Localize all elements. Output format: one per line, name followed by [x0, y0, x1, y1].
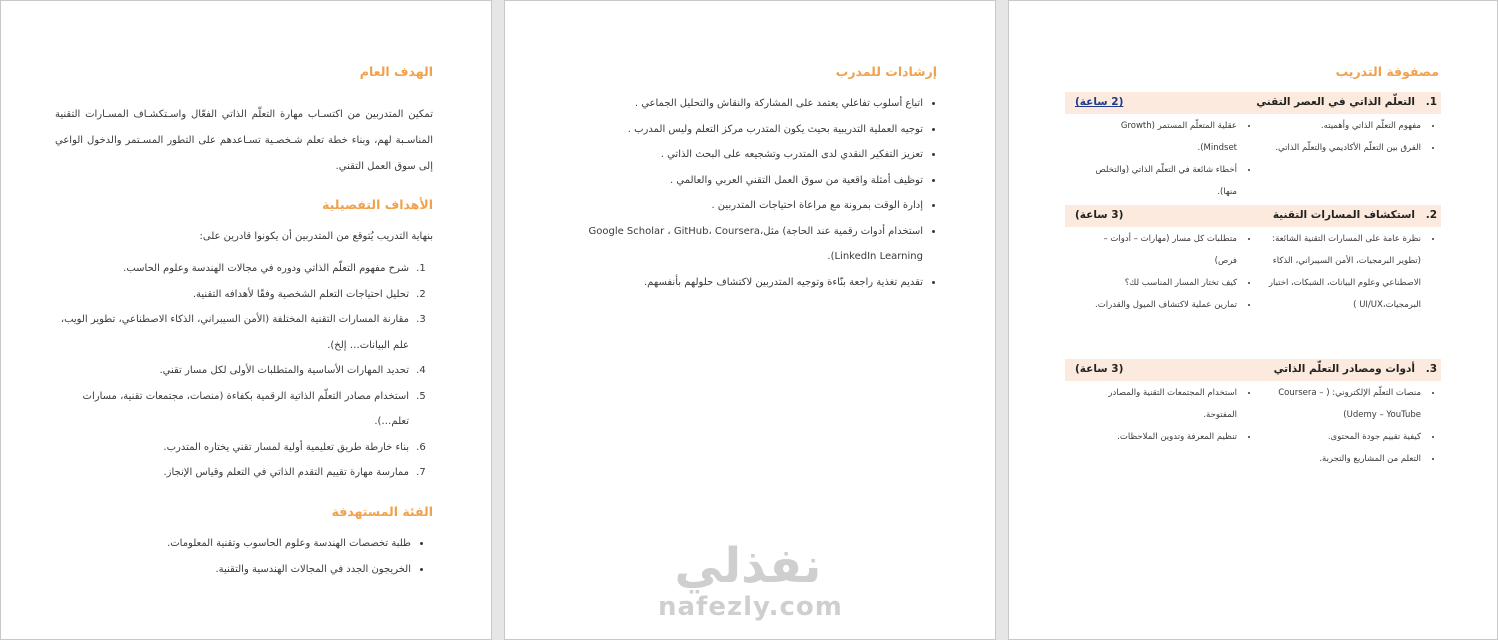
list-item: • كيف تختار المسار المناسب لك؟	[1085, 272, 1239, 294]
training-matrix-heading: مصفوفة التدريب	[1335, 64, 1439, 79]
detailed-goals-intro: بنهاية التدريب يُتوقع من المتدربين أن يكونوا قادرين على:	[199, 231, 433, 242]
matrix-module-2-col-b	[1085, 228, 1257, 316]
trainer-guidelines-heading: إرشادات للمدرب	[835, 64, 937, 79]
list-item: 2. تحليل احتياجات التعلم الشخصية وفقًا لأهدافه التقنية.	[55, 282, 413, 308]
list-item: • منصات التعلّم الإلكتروني: ( Coursera – Udemy – YouTube)	[1263, 382, 1423, 426]
list-item: • الفرق بين التعلّم الأكاديمي والتعلّم الذاتي.	[1263, 137, 1423, 159]
list-item: • استخدام المجتمعات التقنية والمصادر المفتوحة.	[1085, 382, 1239, 426]
matrix-module-3-col-a	[1263, 382, 1441, 470]
general-goal-text: تمكين المتدربين من اكتسـاب مهارة التعلّم الذاتي الفعّال واسـتكشـاف المسـارات التقنية المناسـبة لهم، وبناء خطة تعلم شـخصـية تسـاعدهم على التطور المسـتمر والدخول الواعي إلى سوق العمل التقني.	[55, 109, 433, 172]
list-item: • تمارين عملية لاكتشاف الميول والقدرات.	[1085, 294, 1239, 316]
list-item: 3. مقارنة المسارات التقنية المختلفة (الأمن السيبراني، الذكاء الاصطناعي، تطوير الويب، علم البيانات… إلخ).	[55, 307, 413, 358]
list-item: • الخريجون الجدد في المجالات الهندسية والتقنية.	[53, 557, 411, 583]
detailed-goals-list	[55, 256, 433, 486]
module-hours: (3 ساعة)	[1075, 209, 1124, 221]
list-item: • استخدام أدوات رقمية عند الحاجة) مثلGoogle Scholar ، GitHub، Coursera، LinkedIn Learning).	[575, 219, 923, 270]
list-item: 1. شرح مفهوم التعلّم الذاتي ودوره في مجالات الهندسة وعلوم الحاسب.	[55, 256, 413, 282]
matrix-module-1-col-a	[1263, 115, 1441, 159]
list-item: • اتباع أسلوب تفاعلي يعتمد على المشاركة والنقاش والتحليل الجماعي .	[575, 91, 923, 117]
module-number: 1.	[1425, 96, 1437, 108]
list-item: • متطلبات كل مسار (مهارات – أدوات – فرص)	[1085, 228, 1239, 272]
trainer-guidelines-list	[575, 91, 945, 295]
list-item: 7. ممارسة مهارة تقييم التقدم الذاتي في التعلم وقياس الإنجاز.	[55, 460, 413, 486]
target-group-list	[53, 531, 433, 582]
list-item: • توجيه العملية التدريبية بحيث يكون المتدرب مركز التعلم وليس المدرب .	[575, 117, 923, 143]
watermark-logo	[658, 538, 843, 622]
list-item: • عقلية المتعلّم المستمر (Growth Mindset).	[1085, 115, 1239, 159]
module-hours: (3 ساعة)	[1075, 363, 1124, 375]
general-goal-heading: الهدف العام	[359, 64, 433, 79]
matrix-module-2-header	[1065, 205, 1441, 227]
list-item: • التعلم من المشاريع والتجربة.	[1263, 448, 1423, 470]
module-title: استكشاف المسارات التقنية	[1272, 209, 1415, 221]
matrix-module-1-header	[1065, 92, 1441, 114]
list-item: • نظرة عامة على المسارات التقنية الشائعة: (تطوير البرمجيات، الأمن السيبراني، الذكاء الاصطناعي وعلوم البيانات، الشبكات، اختبار البرمجيات،UI/UX )	[1263, 228, 1423, 316]
document-page-left	[0, 0, 492, 640]
list-item: 6. بناء خارطة طريق تعليمية أولية لمسار تقني يختاره المتدرب.	[55, 435, 413, 461]
list-item: • تنظيم المعرفة وتدوين الملاحظات.	[1085, 426, 1239, 448]
list-item: • كيفية تقييم جودة المحتوى.	[1263, 426, 1423, 448]
matrix-module-2-col-a	[1263, 228, 1441, 316]
list-item: 4. تحديد المهارات الأساسية والمتطلبات الأولى لكل مسار تقني.	[55, 358, 413, 384]
list-item: • أخطاء شائعة في التعلّم الذاتي (والتخلص منها).	[1085, 159, 1239, 203]
detailed-goals-heading: الأهداف التفصيلية	[322, 197, 433, 212]
matrix-module-3-header	[1065, 359, 1441, 381]
list-item: • تقديم تغذية راجعة بنّاءة وتوجيه المتدربين لاكتشاف حلولهم بأنفسهم.	[575, 270, 923, 296]
module-title: التعلّم الذاتي في العصر التقني	[1256, 96, 1415, 108]
document-page-right	[1008, 0, 1498, 640]
module-hours: (2 ساعة)	[1075, 96, 1124, 108]
list-item: 5. استخدام مصادر التعلّم الذاتية الرقمية بكفاءة (منصات، مجتمعات تقنية، مسارات تعلم…).	[55, 384, 413, 435]
module-title: أدوات ومصادر التعلّم الذاتي	[1273, 363, 1415, 375]
watermark-arabic-text: نفذلي	[674, 538, 822, 594]
watermark-url-text: nafezly.com	[658, 592, 843, 622]
list-item: • تعزيز التفكير النقدي لدى المتدرب وتشجيعه على البحث الذاتي .	[575, 142, 923, 168]
module-number: 3.	[1425, 363, 1437, 375]
matrix-module-3-col-b	[1085, 382, 1257, 448]
list-item: • إدارة الوقت بمرونة مع مراعاة احتياجات المتدربين .	[575, 193, 923, 219]
list-item: • طلبة تخصصات الهندسة وعلوم الحاسوب وتقنية المعلومات.	[53, 531, 411, 557]
target-group-heading: الفئة المستهدفة	[331, 504, 433, 519]
list-item: • توظيف أمثلة واقعية من سوق العمل التقني العربي والعالمي .	[575, 168, 923, 194]
list-item: • مفهوم التعلّم الذاتي وأهميته.	[1263, 115, 1423, 137]
matrix-module-1-col-b	[1085, 115, 1257, 203]
module-number: 2.	[1425, 209, 1437, 221]
